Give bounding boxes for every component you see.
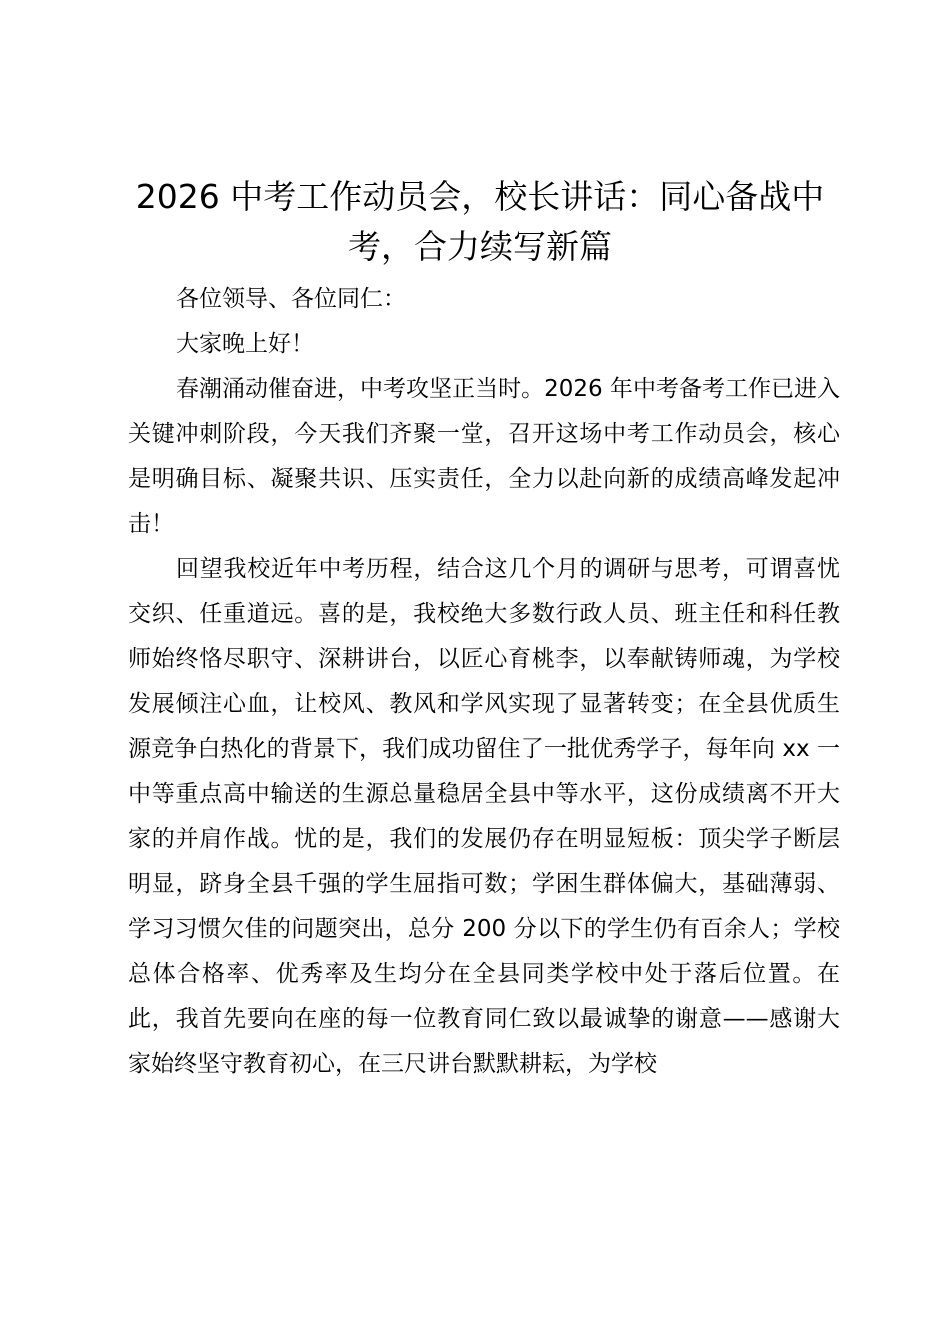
greeting: 大家晚上好！ — [176, 331, 314, 357]
document-body — [128, 277, 840, 1087]
paragraph-review: 回望我校近年中考历程，结合这几个月的调研与思考，可谓喜忧交织、任重道远。喜的是，我校绝大多数行政人员、班主任和科任教师始终恪尽职守、深耕讲台，以匠心育桃李，以奉献铸师魂，为学校发展倾注心血，让校风、教风和学风实现了显著转变；在全县优质生源竞争白热化的背景下，我们成功留住了一批优秀学子，每年向 xx 一中等重点高中输送的生源总量稳居全县中等水平，这份成绩离不开大家的并肩作战。忧的是，我们的发展仍存在明显短板：顶尖学子断层明显，跻身全县千强的学生屈指可数；学困生群体偏大，基础薄弱、学习习惯欠佳的问题突出，总分 200 分以下的学生仍有百余人；学校总体合格率、优秀率及生均分在全县同类学校中处于落后位置。在此，我首先要向在座的每一位教育同仁致以最诚挚的谢意——感谢大家始终坚守教育初心，在三尺讲台默默耕耘，为学校 — [128, 556, 840, 1077]
paragraph-intro: 春潮涌动催奋进，中考攻坚正当时。2026 年中考备考工作已进入关键冲刺阶段，今天我们齐聚一堂，召开这场中考工作动员会，核心是明确目标、凝聚共识、压实责任，全力以赴向新的成绩高峰发起冲击！ — [128, 376, 840, 537]
document-title: 2026 中考工作动员会，校长讲话：同心备战中考，合力续写新篇 — [135, 177, 825, 266]
salutation: 各位领导、各位同仁： — [176, 286, 406, 312]
